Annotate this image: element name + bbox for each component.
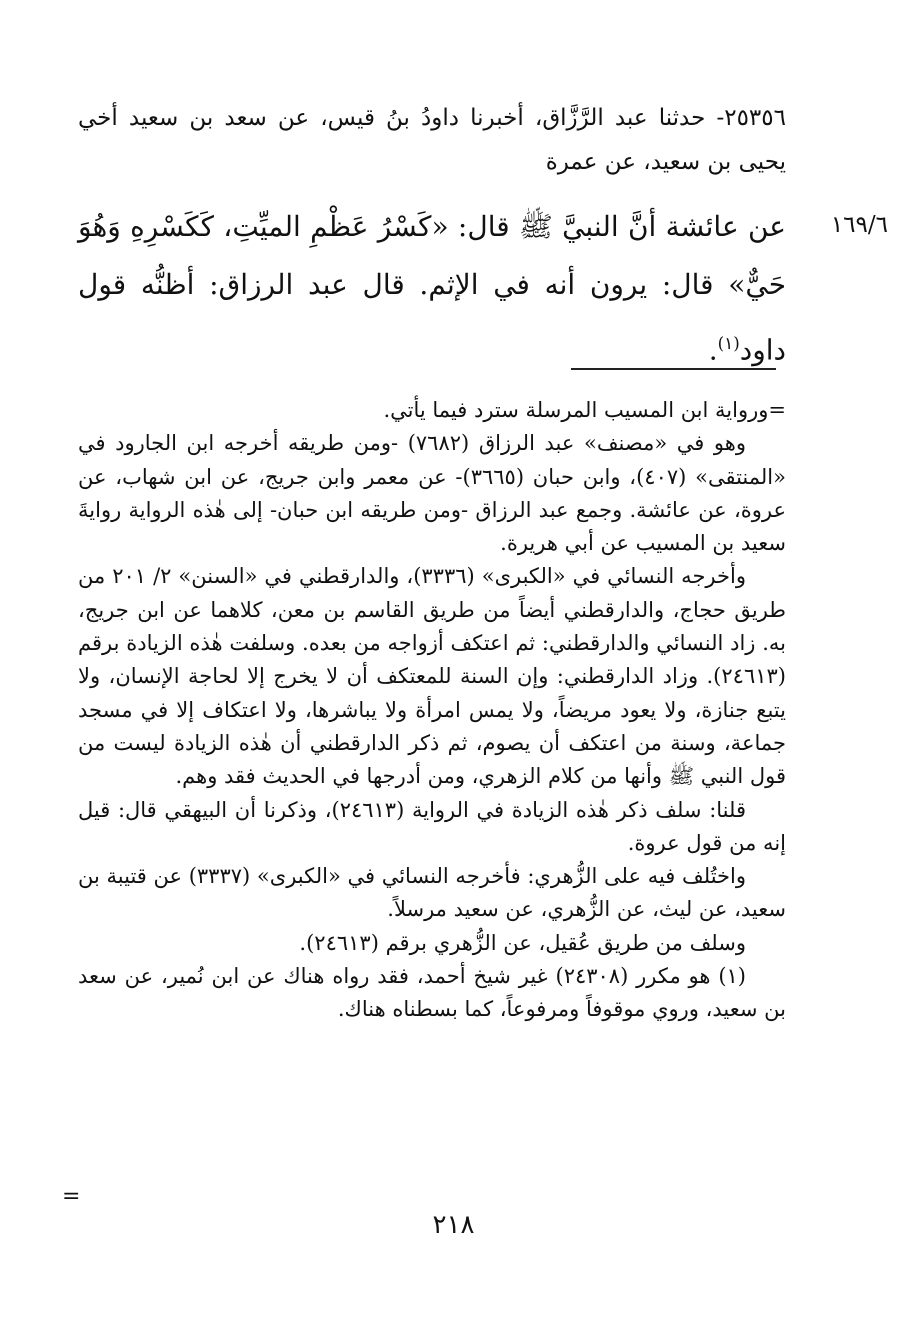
footnote-separator: [571, 368, 776, 370]
footnote-paragraph: قلنا: سلف ذكر هٰذه الزيادة في الرواية (٢٤٦١٣)، وذكرنا أن البيهقي قال: قيل إنه من قول عروة.: [78, 797, 786, 855]
footnote-paragraph: =ورواية ابن المسيب المرسلة سترد فيما يأتي.: [383, 398, 786, 422]
footnote-paragraph: وهو في «مصنف» عبد الرزاق (٧٦٨٢) -ومن طريقه أخرجه ابن الجارود في «المنتقى» (٤٠٧)، وابن حبان (٣٦٦٥)- عن معمر وابن جريج، عن ابن شهاب، عن عروة، عن عائشة. وجمع عبد الرزاق -ومن طريقه ابن حبان- إلى هٰذه الرواية روايةَ سعيد بن المسيب عن أبي هريرة.: [78, 431, 786, 556]
hadith-matn-end: .: [708, 333, 718, 367]
footnote-paragraph: واختُلف فيه على الزُّهري: فأخرجه النسائي في «الكبرى» (٣٣٣٧) عن قتيبة بن سعيد، عن ليث، عن الزُّهري، عن سعيد مرسلاً.: [78, 864, 786, 922]
footnote-paragraph: (١) هو مكرر (٢٤٣٠٨) غير شيخ أحمد، فقد رواه هناك عن ابن نُمير، عن سعد بن سعيد، وروي موقوفاً ومرفوعاً، كما بسطناه هناك.: [78, 964, 786, 1022]
footnote-marker: (١): [717, 333, 740, 353]
footnotes: [78, 394, 786, 1027]
hadith-matn: [78, 198, 786, 379]
footnote-paragraph: وأخرجه النسائي في «الكبرى» (٣٣٣٦)، والدارقطني في «السنن» ٢/ ٢٠١ من طريق حجاج، والدارقطني أيضاً من طريق القاسم بن معن، كلاهما عن ابن جريج، به. زاد النسائي والدارقطني: ثم اعتكف أزواجه من بعده. وسلفت هٰذه الزيادة برقم (٢٤٦١٣). وزاد الدارقطني: وإن السنة للمعتكف أن لا يخرج إلا لحاجة الإنسان، ولا يتبع جنازة، ولا يعود مريضاً، ولا يمس امرأة ولا يباشرها، ولا اعتكاف إلا في مسجد جماعة، وسنة من اعتكف أن يصوم، ثم ذكر الدارقطني أن هٰذه الزيادة ليست من قول النبي ﷺ وأنها من كلام الزهري، ومن أدرجها في الحديث فقد وهم.: [78, 564, 786, 789]
hadith-matn-text: عن عائشة أنَّ النبيَّ ﷺ قال: «كَسْرُ عَظْمِ الميِّتِ، كَكَسْرِهِ وَهُوَ حَيٌّ» قال: يرون أنه في الإثم. قال عبد الرزاق: أظنُّه قول داود: [78, 210, 786, 367]
hadith-isnad: ٢٥٣٥٦- حدثنا عبد الرَّزَّاق، أخبرنا داودُ بنُ قيس، عن سعد بن سعيد أخي يحيى بن سعيد، عن عمرة: [78, 105, 786, 175]
margin-volume-page-reference: ١٦٩/٦: [830, 212, 888, 238]
continuation-mark: =: [62, 1184, 81, 1209]
page-number: ٢١٨: [432, 1210, 475, 1240]
footnote-paragraph: وسلف من طريق عُقيل، عن الزُّهري برقم (٢٤٦١٣).: [299, 930, 746, 955]
